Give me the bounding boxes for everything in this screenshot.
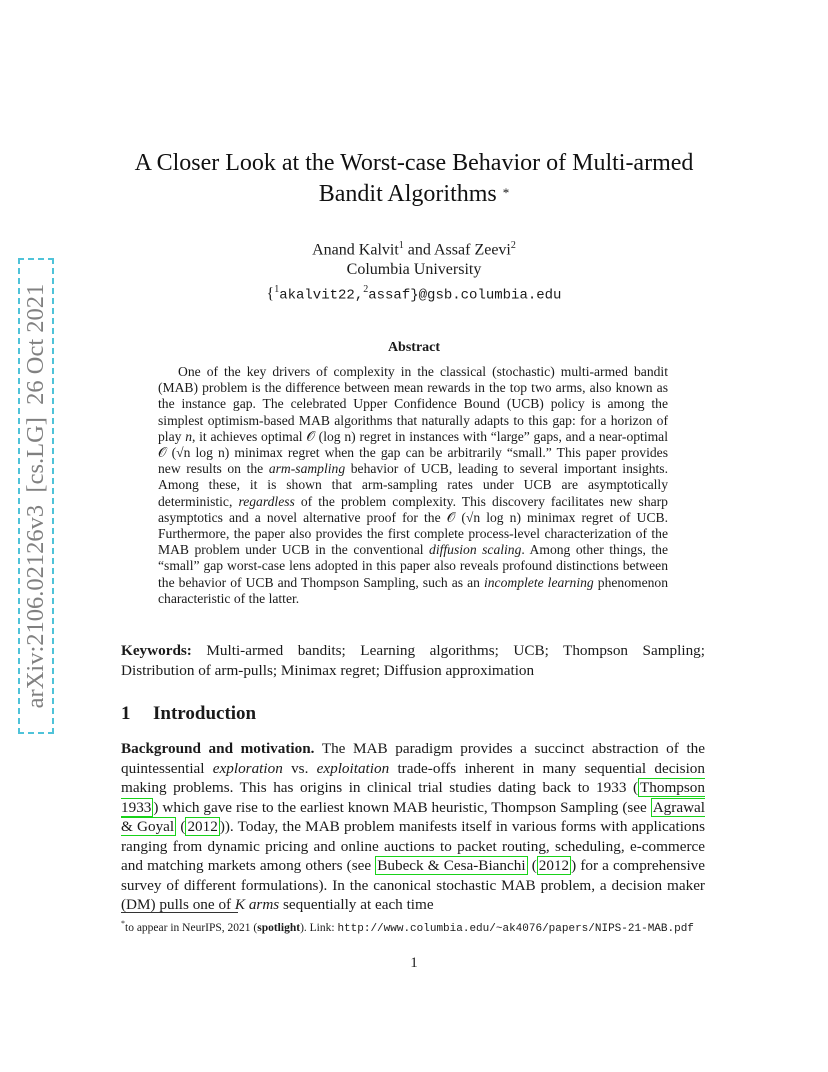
page-number: 1 bbox=[410, 955, 418, 971]
math-log-n: 𝒪 (log n) bbox=[306, 428, 356, 444]
keywords bbox=[121, 641, 705, 680]
section-title: Introduction bbox=[153, 703, 257, 724]
math-sqrt-n-log-n: 𝒪 (√n log n) bbox=[446, 509, 521, 525]
keywords-label: Keywords: bbox=[121, 642, 192, 659]
keywords-text: Multi-armed bandits; Learning algorithms; UCB; Thompson Sampling; Distribution of arm-pulls; Minimax regret; Diffusion approximation bbox=[121, 642, 705, 679]
affiliation: Columbia University bbox=[346, 261, 482, 279]
arxiv-category: [cs.LG] bbox=[22, 417, 49, 493]
author-names: Anand Kalvit$^1$ and Assaf Zeevi$^2$ bbox=[312, 240, 516, 259]
paragraph-lead: Background and motivation. bbox=[121, 740, 315, 757]
author-block bbox=[100, 236, 728, 306]
citation-link[interactable]: Agrawal & Goyal bbox=[121, 798, 705, 835]
arxiv-date: 26 Oct 2021 bbox=[22, 283, 49, 405]
math-sqrt-n-log-n: 𝒪 (√n log n) bbox=[158, 445, 230, 461]
citation-link[interactable]: 2012 bbox=[538, 857, 570, 874]
arxiv-stamp[interactable] bbox=[18, 258, 54, 734]
citation-link[interactable]: 2012 bbox=[187, 818, 218, 835]
section-heading bbox=[121, 703, 256, 725]
abstract-heading: Abstract bbox=[387, 340, 441, 355]
citation-link[interactable]: Bubeck & Cesa-Bianchi bbox=[377, 857, 526, 874]
footnote: *to appear in NeurIPS, 2021 (spotlight). Link: http://www.columbia.edu/~ak4076/papers/NIPS-21-MAB.pdf bbox=[121, 919, 694, 935]
arxiv-id: arXiv:2106.02126v3 bbox=[22, 504, 49, 709]
title-footnote-mark[interactable]: * bbox=[502, 185, 510, 200]
intro-paragraph: Background and motivation. The MAB paradigm provides a succinct abstraction of the quintessential exploration vs. exploitation trade-offs inherent in many sequential decision making problems. This has origins in clinical trial studies dating back to 1933 ( Thompson 1933 ) which gave rise to the earliest known MAB heuristic, Thompson Sampling (see Agrawal & Goyal ( 2012 )). Today, the MAB problem manifests itself in various forms with applications ranging from dynamic pricing and online auctions to packet routing, scheduling, e-commerce and matching markets among others (see Bubeck & Cesa-Bianchi ( 2012 ) for a comprehensive survey of different formulations). In the canonical stochastic MAB problem, a decision maker (DM) pulls one of K arms sequentially at each time bbox=[121, 740, 706, 913]
abstract-paragraph: One of the key drivers of complexity in the classical (stochastic) multi-armed bandit (MAB) problem is the difference between mean rewards in the top two arms, also known as the instance gap. The celebrated Upper Confidence Bound (UCB) policy is among the simplest optimism-based MAB algorithms that naturally adapts to this gap: for a horizon of play n, it achieves optimal 𝒪 (log n) regret in instances with “large” gaps, and a near-optimal 𝒪 (√n log n) minimax regret when the gap can be arbitrarily “small.” This paper provides new results on the arm-sampling behavior of UCB, leading to several important insights. Among these, it is shown that arm-sampling rates under UCB are asymptotically deterministic, regardless of the problem complexity. This discovery facilitates new sharp asymptotics and a novel alternative proof for the 𝒪 (√n log n) minimax regret of UCB. Furthermore, the paper also provides the first complete process-level characterization of the MAB problem under UCB in the conventional diffusion scaling. Among other things, the “small” gap worst-case lens adopted in this paper also reveals profound distinctions between the behavior of UCB and Thompson Sampling, such as an incomplete learning phenomenon characteristic of the latter. bbox=[158, 364, 668, 606]
citation-link[interactable]: Thompson 1933 bbox=[121, 779, 705, 816]
footnote-rule bbox=[121, 912, 238, 913]
author-emails: {$^1$akalvit22,$^2$assaf}@gsb.columbia.edu bbox=[266, 284, 562, 304]
section-number: 1 bbox=[121, 703, 131, 724]
paper-title: A Closer Look at the Worst-case Behavior of Multi-armed Bandit Algorithms * bbox=[134, 150, 694, 207]
abstract-body bbox=[158, 364, 668, 607]
footnote-link[interactable]: http://www.columbia.edu/~ak4076/papers/NIPS-21-MAB.pdf bbox=[337, 922, 694, 935]
footnote-mark: * bbox=[121, 919, 125, 928]
